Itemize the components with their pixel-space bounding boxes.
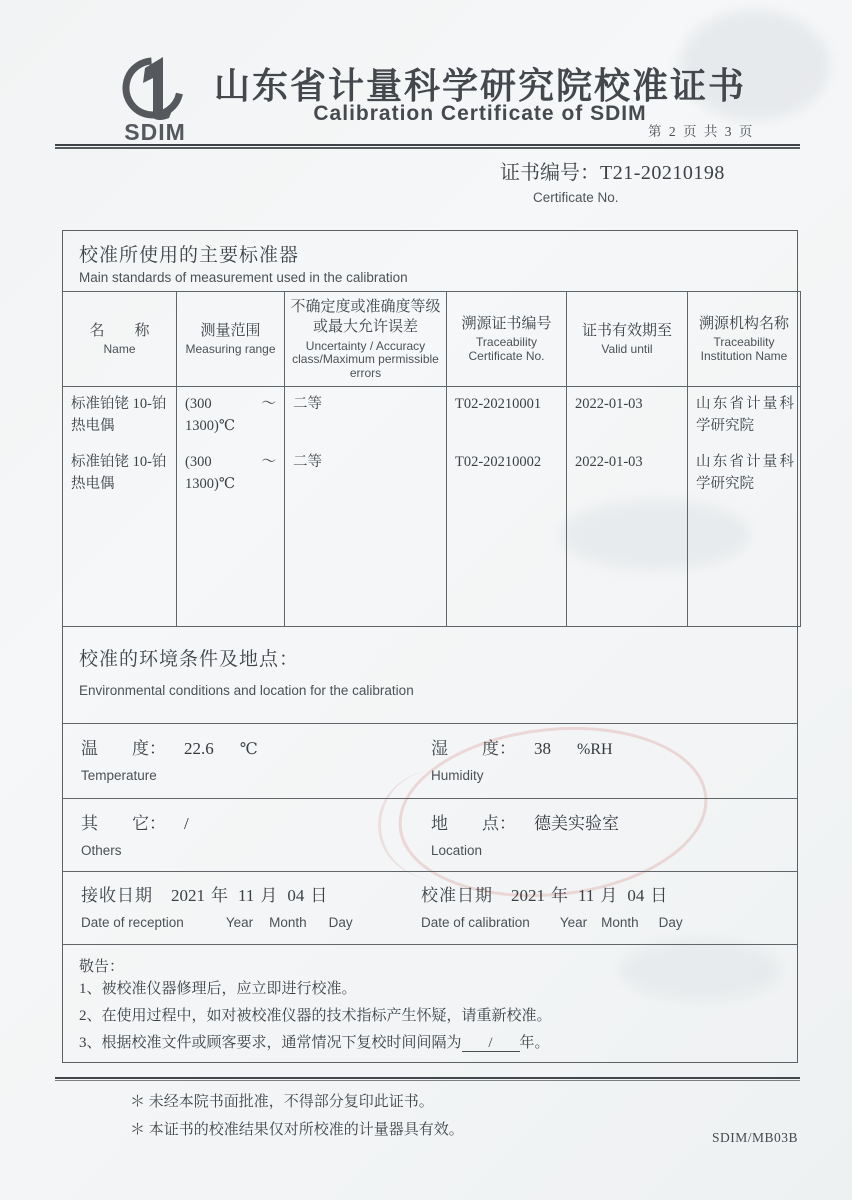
certificate-title-en: Calibration Certificate of SDIM [313, 102, 647, 125]
footer-notes [130, 1088, 690, 1144]
humidity-field [431, 734, 613, 783]
standards-table-header-row [63, 292, 801, 387]
col-header-range: 测量范围 Measuring range [177, 292, 285, 387]
humidity-label-en: Humidity [431, 768, 484, 783]
others-field [81, 809, 189, 858]
standards-table [62, 291, 801, 627]
standards-table-body-row [63, 387, 801, 627]
humidity-value: 38 [534, 739, 551, 758]
certificate-number-value: T21-20210198 [600, 162, 725, 184]
page-indicator: 第 2 页 共 3 页 [648, 124, 755, 139]
measuring-range: (300 ～ 1300)℃ [185, 454, 276, 493]
date-of-reception-field: 接收日期 2021 年 11 月 04 日 Date of reception Year Month Day [81, 881, 353, 930]
temperature-label-cn: 温 度： [81, 739, 166, 758]
notice-item-1: 1、被校准仪器修理后，应立即进行校准。 [79, 981, 357, 997]
reception-label-cn: 接收日期 [81, 886, 153, 905]
others-label-en: Others [81, 843, 122, 858]
location-label-cn: 地 点： [431, 814, 516, 833]
traceability-institution: 山东省计量科学研究院 [696, 454, 794, 493]
certificate-number-line [500, 156, 800, 185]
footer-note-1: ＊ 未经本院书面批准，不得部分复印此证书。 [130, 1094, 434, 1110]
notice-item-2: 2、在使用过程中，如对被校准仪器的技术指标产生怀疑，请重新校准。 [79, 1008, 552, 1024]
valid-until-date: 2022-01-03 [575, 396, 643, 412]
env-title-cn: 校准的环境条件及地点： [79, 649, 300, 670]
env-section-header [63, 626, 797, 723]
humidity-label-cn: 湿 度： [431, 739, 516, 758]
header-divider [55, 144, 800, 149]
date-of-calibration-field: 校准日期 2021 年 11 月 04 日 Date of calibration Year Month Day [421, 881, 683, 930]
certificate-number-label-en: Certificate No. [533, 190, 619, 205]
location-field [431, 809, 619, 858]
col-header-name: 名 称 Name [63, 292, 177, 387]
footer-note-2: ＊ 本证书的校准结果仅对所校准的计量器具有效。 [130, 1122, 464, 1138]
standards-section-header [63, 231, 797, 291]
review-interval-blank: / [462, 1035, 520, 1052]
certificate-number-label: 证书编号： [500, 162, 600, 184]
standards-title-cn: 校准所使用的主要标准器 [79, 245, 300, 266]
reception-label-en: Date of reception [81, 915, 184, 930]
others-value: / [184, 814, 189, 833]
valid-until-date: 2022-01-03 [575, 454, 643, 470]
col-header-institution: 溯源机构名称 Traceability Institution Name [688, 292, 801, 387]
traceability-institution: 山东省计量科学研究院 [696, 396, 794, 435]
calibration-label-cn: 校准日期 [421, 886, 493, 905]
env-title-en: Environmental conditions and location for the calibration [79, 683, 414, 698]
humidity-unit: %RH [577, 741, 613, 758]
cell-grade [285, 387, 447, 627]
notice-item-3: 3、根据校准文件或顾客要求，通常情况下复校时间间隔为 / 年。 [79, 1035, 550, 1051]
temperature-field [81, 734, 258, 783]
cell-valid-until [567, 387, 688, 627]
col-header-valid-until: 证书有效期至 Valid until [567, 292, 688, 387]
location-label-en: Location [431, 843, 483, 858]
certificate-body-box [62, 230, 798, 1063]
svg-text:SDIM: SDIM [124, 119, 186, 144]
accuracy-grade: 二等 [293, 454, 322, 470]
temperature-unit: ℃ [239, 741, 258, 758]
temperature-label-en: Temperature [81, 768, 157, 783]
temperature-value: 22.6 [184, 739, 214, 758]
cell-name [63, 387, 177, 627]
document-code: SDIM/MB03B [711, 1130, 798, 1145]
notice-section [63, 944, 797, 1063]
calibration-label-en: Date of calibration [421, 915, 530, 930]
others-label-cn: 其 它： [81, 814, 166, 833]
location-value: 德美实验室 [534, 814, 619, 833]
others-location-row [63, 798, 797, 871]
cell-range [177, 387, 285, 627]
accuracy-grade: 二等 [293, 396, 322, 412]
temperature-humidity-row [63, 723, 797, 798]
measuring-range: (300 ～ 1300)℃ [185, 396, 276, 435]
cell-cert-no [447, 387, 567, 627]
footer-divider [55, 1077, 800, 1081]
col-header-traceability-cert: 溯源证书编号 Traceability Certificate No. [447, 292, 567, 387]
standard-name: 标准铂铑 10-铂热电偶 [71, 396, 167, 435]
traceability-cert-no: T02-20210002 [455, 454, 542, 470]
dates-row [63, 871, 797, 944]
standards-title-en: Main standards of measurement used in the calibration [79, 270, 408, 285]
certificate-title-cn: 山东省计量科学研究院校准证书 [213, 66, 746, 106]
traceability-cert-no: T02-20210001 [455, 396, 542, 412]
standard-name: 标准铂铑 10-铂热电偶 [71, 454, 167, 493]
cell-institution [688, 387, 801, 627]
col-header-uncertainty: 不确定度或准确度等级或最大允许误差 Uncertainty / Accuracy class/Maximum permissible errors [285, 292, 447, 387]
notice-title: 敬告： [79, 959, 125, 975]
